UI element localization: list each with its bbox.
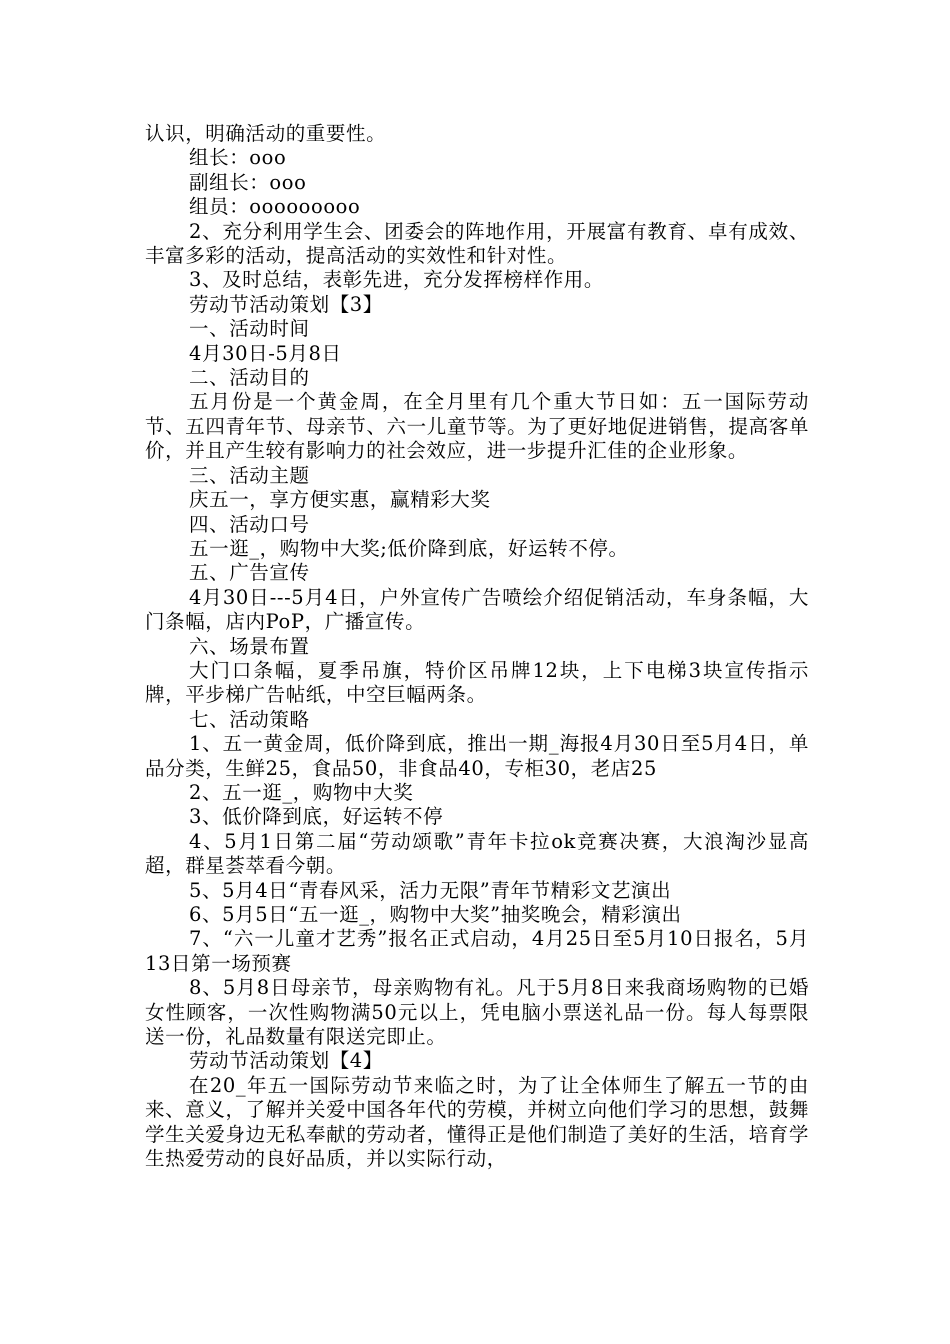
subsection-heading: 一、活动时间 — [189, 317, 310, 341]
subsection-heading: 六、场景布置 — [189, 634, 310, 658]
paragraph: 4、5月1日第二届“劳动颂歌”青年卡拉ok竞赛决赛，大浪淘沙显高超，群星荟萃看今朝。 — [145, 829, 809, 878]
paragraph: 大门口条幅，夏季吊旗，特价区吊牌12块，上下电梯3块宣传指示牌，平步梯广告帖纸，中空巨幅两条。 — [145, 658, 809, 707]
paragraph: 3、低价降到底，好运转不停 — [189, 805, 444, 829]
paragraph: 副组长：ooo — [189, 170, 307, 194]
paragraph: 五月份是一个黄金周，在全月里有几个重大节日如：五一国际劳动节、五四青年节、母亲节、六一儿童节等。为了更好地促进销售，提高客单价，并且产生较有影响力的社会效应，进一步提升汇佳的企业形象。 — [145, 390, 809, 463]
subsection-heading: 二、活动目的 — [189, 366, 310, 390]
paragraph: 8、5月8日母亲节，母亲购物有礼。凡于5月8日来我商场购物的已婚女性顾客，一次性购物满50元以上，凭电脑小票送礼品一份。每人每票限送一份，礼品数量有限送完即止。 — [145, 976, 809, 1049]
subsection-heading: 三、活动主题 — [189, 463, 310, 487]
paragraph: 1、五一黄金周，低价降到底，推出一期_海报4月30日至5月4日，单品分类，生鲜25，食品50，非食品40，专柜30，老店25 — [145, 732, 809, 780]
paragraph: 五一逛_，购物中大奖;低价降到底，好运转不停。 — [189, 536, 629, 560]
paragraph: 3、及时总结，表彰先进，充分发挥榜样作用。 — [189, 268, 605, 292]
subsection-heading: 五、广告宣传 — [189, 561, 310, 585]
paragraph: 认识，明确活动的重要性。 — [145, 122, 387, 145]
paragraph: 6、5月5日“五一逛_，购物中大奖”抽奖晚会，精彩演出 — [189, 903, 682, 926]
section-heading: 劳动节活动策划【4】 — [189, 1049, 383, 1073]
section-heading: 劳动节活动策划【3】 — [189, 292, 383, 316]
paragraph: 2、充分利用学生会、团委会的阵地作用，开展富有教育、卓有成效、丰富多彩的活动，提高活动的实效性和针对性。 — [145, 219, 809, 268]
paragraph: 在20_年五一国际劳动节来临之时，为了让全体师生了解五一节的由来、意义，了解并关爱中国各年代的劳模，并树立向他们学习的思想，鼓舞学生关爱身边无私奉献的劳动者，懂得正是他们制造了美好的生活，培育学生热爱劳动的良好品质，并以实际行动， — [145, 1073, 809, 1171]
subsection-heading: 四、活动口号 — [189, 512, 310, 536]
paragraph: 组长：ooo — [189, 146, 287, 170]
paragraph: 庆五一，享方便实惠，赢精彩大奖 — [189, 488, 491, 512]
paragraph: 组员：ooooooooo — [189, 195, 361, 219]
paragraph: 5、5月4日“青春风采，活力无限”青年节精彩文艺演出 — [189, 878, 672, 902]
subsection-heading: 七、活动策略 — [189, 707, 310, 731]
paragraph: 4月30日---5月4日，户外宣传广告喷绘介绍促销活动，车身条幅，大门条幅，店内PoP，广播宣传。 — [145, 585, 809, 634]
paragraph: 2、五一逛_，购物中大奖 — [189, 780, 414, 804]
paragraph: 7、“六一儿童才艺秀”报名正式启动，4月25日至5月10日报名，5月13日第一场预赛 — [145, 927, 809, 975]
paragraph: 4月30日-5月8日 — [189, 341, 342, 365]
document-body — [145, 122, 809, 1171]
